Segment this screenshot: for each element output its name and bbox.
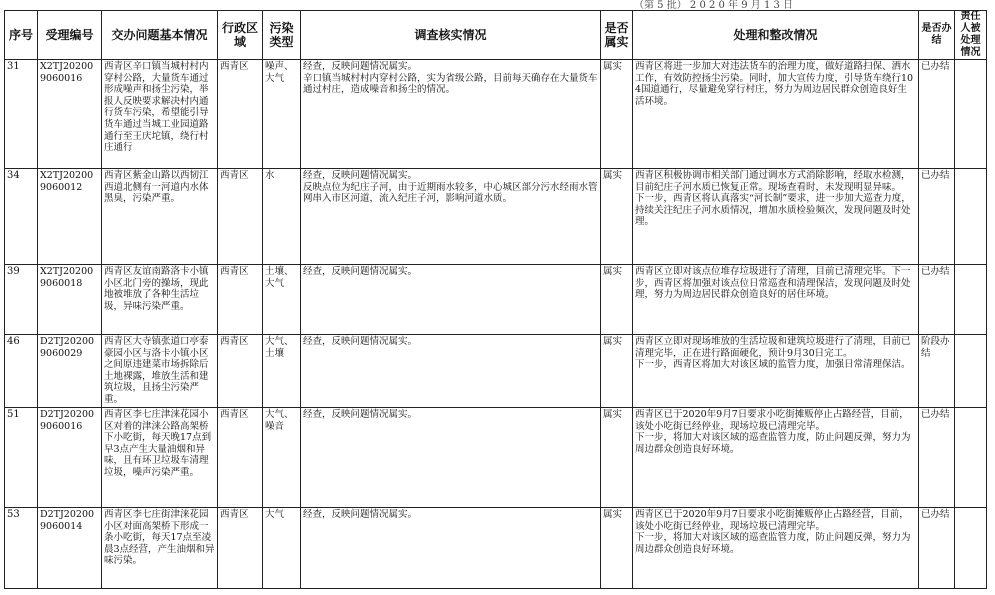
cell-district [218, 508, 263, 589]
cell-code [38, 508, 102, 589]
cell-is-true [601, 408, 633, 508]
cell-code [38, 335, 102, 408]
cell-investigation [301, 335, 601, 408]
cell-district-text: 西青区 [220, 509, 249, 520]
cell-pollution [263, 408, 301, 508]
cell-investigation [301, 265, 601, 335]
cell-handling [633, 508, 919, 589]
cell-code [38, 60, 102, 169]
cell-completed [919, 408, 955, 508]
cell-investigation-text: 经查，反映问题情况属实。 [303, 409, 418, 420]
cell-pollution-text: 土壤、大气 [265, 266, 294, 289]
cell-seq-text: 31 [7, 61, 20, 72]
cell-completed-text: 已办结 [921, 61, 950, 72]
cell-handling-text: 西青区已于2020年9月7日要求小吃街摊贩停止占路经营，目前，该处小吃街已经停业，现场垃圾已清理完毕。 下一步，将加大对该区域的巡查监管力度，防止问题反弹，努力为周边群众创造良好环境。 [635, 509, 911, 555]
cell-completed-text: 已办结 [921, 409, 950, 420]
cell-problem-text: 西青区友谊南路洛卡小镇小区北门旁的操场，现此地被堆放了各种生活垃圾，异味污染严重。 [104, 266, 209, 312]
cell-code-text: D2TJ202009060014 [40, 509, 95, 532]
table-row [5, 265, 987, 335]
cell-completed [919, 335, 955, 408]
cell-is-true-text: 属实 [603, 509, 623, 520]
cell-is-true-text: 属实 [603, 61, 623, 72]
cell-completed-text: 已办结 [921, 266, 950, 277]
cell-responsible [955, 508, 987, 589]
cell-problem-text: 西青区紫金山路以西韧江西道北侧有一河道内水体黑臭，污染严重。 [104, 170, 209, 205]
col-header-responsible: 责任人被处理情况 [955, 11, 987, 60]
table-row [5, 508, 987, 589]
cell-seq [5, 335, 38, 408]
cell-code-text: D2TJ202009060016 [40, 409, 95, 432]
cell-handling [633, 169, 919, 265]
cell-code [38, 265, 102, 335]
cell-responsible [955, 60, 987, 169]
cell-code [38, 169, 102, 265]
cell-investigation-text: 经查，反映问题情况属实。 辛口镇当城村村内穿村公路，实为省级公路，目前每天确存在大量货车通过村庄，造成噪音和扬尘的情况。 [303, 61, 598, 96]
cell-seq-text: 39 [7, 266, 20, 277]
table-row [5, 408, 987, 508]
cell-seq-text: 51 [7, 409, 20, 420]
table-row [5, 60, 987, 169]
cell-investigation [301, 508, 601, 589]
cell-district [218, 335, 263, 408]
cell-code-text: X2TJ202009060016 [40, 61, 94, 84]
cell-pollution-text: 噪声、大气 [265, 61, 294, 84]
cell-completed [919, 60, 955, 169]
cell-problem [102, 60, 218, 169]
col-header-seq: 序号 [5, 11, 38, 60]
cell-is-true [601, 335, 633, 408]
cell-problem [102, 265, 218, 335]
col-header-is-true: 是否属实 [601, 11, 633, 60]
cell-district [218, 60, 263, 169]
cell-problem [102, 408, 218, 508]
cell-responsible [955, 169, 987, 265]
cell-is-true [601, 60, 633, 169]
cell-handling-text: 西青区将进一步加大对违法货车的治理力度，做好道路扫保、洒水工作，有效防控扬尘污染。同时，加大宣传力度，引导货车绕行104国道通行，尽量避免穿行村庄，努力为周边居民群众创造良好生活环境。 [635, 61, 914, 107]
cell-district-text: 西青区 [220, 409, 249, 420]
cell-completed [919, 169, 955, 265]
cell-pollution [263, 169, 301, 265]
cell-seq [5, 408, 38, 508]
cell-completed [919, 508, 955, 589]
table-body [5, 60, 987, 589]
cell-investigation-text: 经查，反映问题情况属实。 [303, 336, 418, 347]
col-header-problem: 交办问题基本情况 [102, 11, 218, 60]
cell-investigation-text: 经查，反映问题情况属实。 反映点位为纪庄子河，由于近期雨水较多，中心城区部分污水经雨水管网串入市区河道，流入纪庄子河，影响河道水质。 [303, 170, 598, 205]
cell-handling-text: 西青区积极协调市相关部门通过调水方式消除影响，经取水检测，目前纪庄子河水质已恢复正常。现场查看时，未发现明显异味。 下一步，西青区将认真落实“河长制”要求，进一步加大巡查力度，持续关注纪庄子河水质情况，增加水质检验频次，发现问题及时处理。 [635, 170, 911, 228]
col-header-investigation: 调查核实情况 [301, 11, 601, 60]
cell-handling [633, 335, 919, 408]
cell-is-true [601, 265, 633, 335]
cell-is-true [601, 169, 633, 265]
batch-date-header: （第 5 批） 2 0 2 0 年 9 月 1 3 日 [634, 0, 794, 11]
cell-seq [5, 265, 38, 335]
cell-district-text: 西青区 [220, 266, 249, 277]
cell-is-true-text: 属实 [603, 266, 623, 277]
complaint-table [4, 10, 987, 589]
cell-handling [633, 408, 919, 508]
table-row [5, 169, 987, 265]
cell-code-text: X2TJ202009060012 [40, 170, 94, 193]
cell-pollution [263, 60, 301, 169]
cell-responsible [955, 335, 987, 408]
cell-seq-text: 34 [7, 170, 20, 181]
cell-seq [5, 508, 38, 589]
cell-is-true-text: 属实 [603, 336, 623, 347]
cell-seq-text: 53 [7, 509, 20, 520]
cell-investigation-text: 经查，反映问题情况属实。 [303, 509, 418, 520]
cell-pollution [263, 265, 301, 335]
cell-code [38, 408, 102, 508]
cell-is-true-text: 属实 [603, 170, 623, 181]
cell-investigation-text: 经查，反映问题情况属实。 [303, 266, 418, 277]
cell-problem-text: 西青区大寺镇张道口亭泰豪园小区与洛卡小镇小区之间原违建菜市场拆除后土地裸露，堆放生活和建筑垃圾，且扬尘污染严重。 [104, 336, 209, 405]
col-header-district: 行政区域 [218, 11, 263, 60]
cell-handling-text: 西青区立即对现场堆放的生活垃圾和建筑垃圾进行了清理，目前已清理完毕，正在进行路面硬化，预计9月30日完工。 下一步，西青区将加大对该区域的监管力度，加强日常清理保洁。 [635, 336, 911, 371]
cell-problem-text: 西青区李七庄街津涞花园小区对面高架桥下形成一条小吃街，每天17点至凌晨3点经营，产生油烟和异味污染。 [104, 509, 215, 567]
col-header-code: 受理编号 [38, 11, 102, 60]
table-row [5, 335, 987, 408]
cell-problem-text: 西青区李七庄津涞花园小区对着的津涞公路高架桥下小吃街，每天晚17点到早3点产生大量油烟和异味，且有环卫垃圾车清理垃圾，噪声污染严重。 [104, 409, 212, 478]
table-header-row [5, 11, 987, 60]
cell-problem [102, 508, 218, 589]
cell-district-text: 西青区 [220, 170, 249, 181]
cell-responsible [955, 265, 987, 335]
cell-problem [102, 169, 218, 265]
cell-investigation [301, 60, 601, 169]
cell-is-true-text: 属实 [603, 409, 623, 420]
cell-code-text: X2TJ202009060018 [40, 266, 94, 289]
cell-district [218, 265, 263, 335]
cell-investigation [301, 408, 601, 508]
cell-investigation [301, 169, 601, 265]
cell-completed-text: 阶段办结 [921, 336, 950, 359]
cell-handling [633, 265, 919, 335]
cell-pollution-text: 大气 [265, 509, 285, 520]
cell-seq [5, 60, 38, 169]
cell-seq-text: 46 [7, 336, 20, 347]
cell-code-text: D2TJ202009060029 [40, 336, 95, 359]
cell-pollution-text: 大气、土壤 [265, 336, 294, 359]
cell-pollution [263, 335, 301, 408]
cell-problem [102, 335, 218, 408]
cell-handling-text: 西青区已于2020年9月7日要求小吃街摊贩停止占路经营，目前，该处小吃街已经停业，现场垃圾已清理完毕。 下一步，将加大对该区域的巡查监管力度，防止问题反弹，努力为周边群众创造良好环境。 [635, 409, 911, 455]
col-header-handling: 处理和整改情况 [633, 11, 919, 60]
cell-handling [633, 60, 919, 169]
cell-handling-text: 西青区立即对该点位堆存垃圾进行了清理，目前已清理完毕。下一步，西青区将加强对该点位日常巡查和清理保洁，发现问题及时处理，努力为周边居民群众创造良好的居住环境。 [635, 266, 911, 301]
cell-district [218, 169, 263, 265]
cell-completed [919, 265, 955, 335]
cell-responsible [955, 408, 987, 508]
col-header-completed: 是否办结 [919, 11, 955, 60]
cell-pollution-text: 水 [265, 170, 275, 181]
cell-completed-text: 已办结 [921, 509, 950, 520]
cell-district [218, 408, 263, 508]
cell-is-true [601, 508, 633, 589]
cell-pollution-text: 大气、噪音 [265, 409, 294, 432]
col-header-pollution: 污染类型 [263, 11, 301, 60]
cell-seq [5, 169, 38, 265]
cell-completed-text: 已办结 [921, 170, 950, 181]
cell-district-text: 西青区 [220, 61, 249, 72]
cell-problem-text: 西青区辛口镇当城村村内穿村公路，大量货车通过形成噪声和扬尘污染，举报人反映要求解决村内通行货车污染，希望能引导货车通过当城工业园道路通行至王庆坨镇，绕行村庄通行 [104, 61, 209, 154]
cell-district-text: 西青区 [220, 336, 249, 347]
cell-pollution [263, 508, 301, 589]
